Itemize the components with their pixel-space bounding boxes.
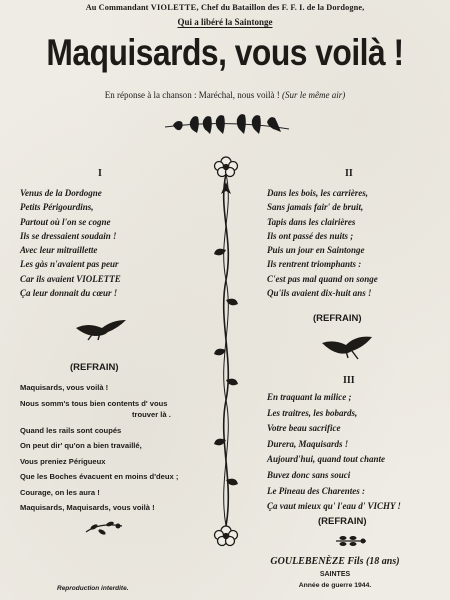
verse-line: Sans jamais fair' de bruit, xyxy=(267,202,364,213)
author: GOULEBENÈZE Fils (18 ans) xyxy=(270,556,400,567)
year: Année de guerre 1944. xyxy=(298,582,372,589)
verse-line: Car ils avaient VIOLETTE xyxy=(20,273,121,284)
page-title: Maquisards, vous voilà ! xyxy=(46,32,404,73)
vine-ornament-icon xyxy=(206,150,246,550)
verse-line: Buvez donc sans souci xyxy=(267,469,351,480)
dedication: Au Commandant VIOLETTE, Chef du Bataillon des F. F. I. de la Dordogne, xyxy=(85,3,365,12)
refrain-line: trouver là . xyxy=(132,410,171,419)
refrain-line: Quand les rails sont coupés xyxy=(20,425,122,435)
verse-line: Petits Périgourdins, xyxy=(20,202,94,213)
refrain-heading: (REFRAIN) xyxy=(70,362,119,373)
verse-line: Ils rentrent triomphants : xyxy=(267,259,362,270)
verse-1-number: I xyxy=(98,168,102,179)
verse-line: Tapis dans les clairières xyxy=(267,216,356,227)
verse-line: Qu'ils avaient dix-huit ans ! xyxy=(267,288,372,299)
refrain-marker: (REFRAIN) xyxy=(313,313,362,324)
verse-line: Le Pineau des Charentes : xyxy=(267,485,365,496)
verse-line: Durera, Maquisards ! xyxy=(267,438,349,449)
verse-line: Les gàs n'avaient pas peur xyxy=(20,259,119,270)
floral-sprig-icon xyxy=(84,518,124,538)
refrain-line: Vous preniez Périgueux xyxy=(20,456,106,466)
refrain-line: Maquisards, Maquisards, vous voilà ! xyxy=(20,503,155,512)
verse-line: Puis un jour en Saintonge xyxy=(267,245,365,256)
verse-line: Venus de la Dordogne xyxy=(20,188,102,198)
verse-2 xyxy=(267,186,378,300)
refrain xyxy=(20,380,178,516)
city: SAINTES xyxy=(319,571,351,578)
verse-3 xyxy=(267,390,401,515)
verse-line: Aujourd'hui, quand tout chante xyxy=(267,454,386,465)
verse-2-number: II xyxy=(345,168,353,179)
verse-1 xyxy=(20,186,121,300)
verse-line: Ils se dressaient soudain ! xyxy=(20,230,117,241)
verse-line: Ils ont passé des nuits ; xyxy=(267,230,354,241)
swallow-ornament-icon xyxy=(318,333,376,361)
subtitle: Qui a libéré la Saintonge xyxy=(177,17,273,27)
swallow-ornament-icon xyxy=(72,316,130,342)
reproduction-note: Reproduction interdite. xyxy=(57,585,129,592)
refrain-line: On peut dir' qu'on a bien travaillé, xyxy=(20,441,142,450)
floral-sprig-icon xyxy=(334,533,368,549)
verse-line: C'est pas mal quand on songe xyxy=(267,273,378,284)
verse-line: Votre beau sacrifice xyxy=(267,423,341,434)
verse-3-number: III xyxy=(343,375,355,386)
verse-line: Les traitres, les bobards, xyxy=(267,407,358,418)
verse-line: Ça leur donnait du cœur ! xyxy=(20,288,118,299)
refrain-line: Maquisards, vous voilà ! xyxy=(20,383,109,392)
refrain-line: Nous somm's tous bien contents d' vous xyxy=(20,398,168,408)
refrain-line: Courage, on les aura ! xyxy=(20,487,100,497)
tune-note: En réponse à la chanson : Maréchal, nous voilà ! (Sur le même air) xyxy=(104,90,346,100)
verse-line: Ça vaut mieux qu' l'eau d' VICHY ! xyxy=(267,501,401,512)
refrain-marker: (REFRAIN) xyxy=(318,516,367,527)
birds-on-wire-icon xyxy=(163,105,291,145)
verse-line: Dans les bois, les carrières, xyxy=(267,188,368,198)
verse-line: Partout où l'on se cogne xyxy=(20,216,111,227)
refrain-line: Que les Boches évacuent en moins d'deux ; xyxy=(20,472,179,481)
verse-line: En traquant la milice ; xyxy=(267,392,352,402)
verse-line: Avec leur mitraillette xyxy=(20,245,98,256)
